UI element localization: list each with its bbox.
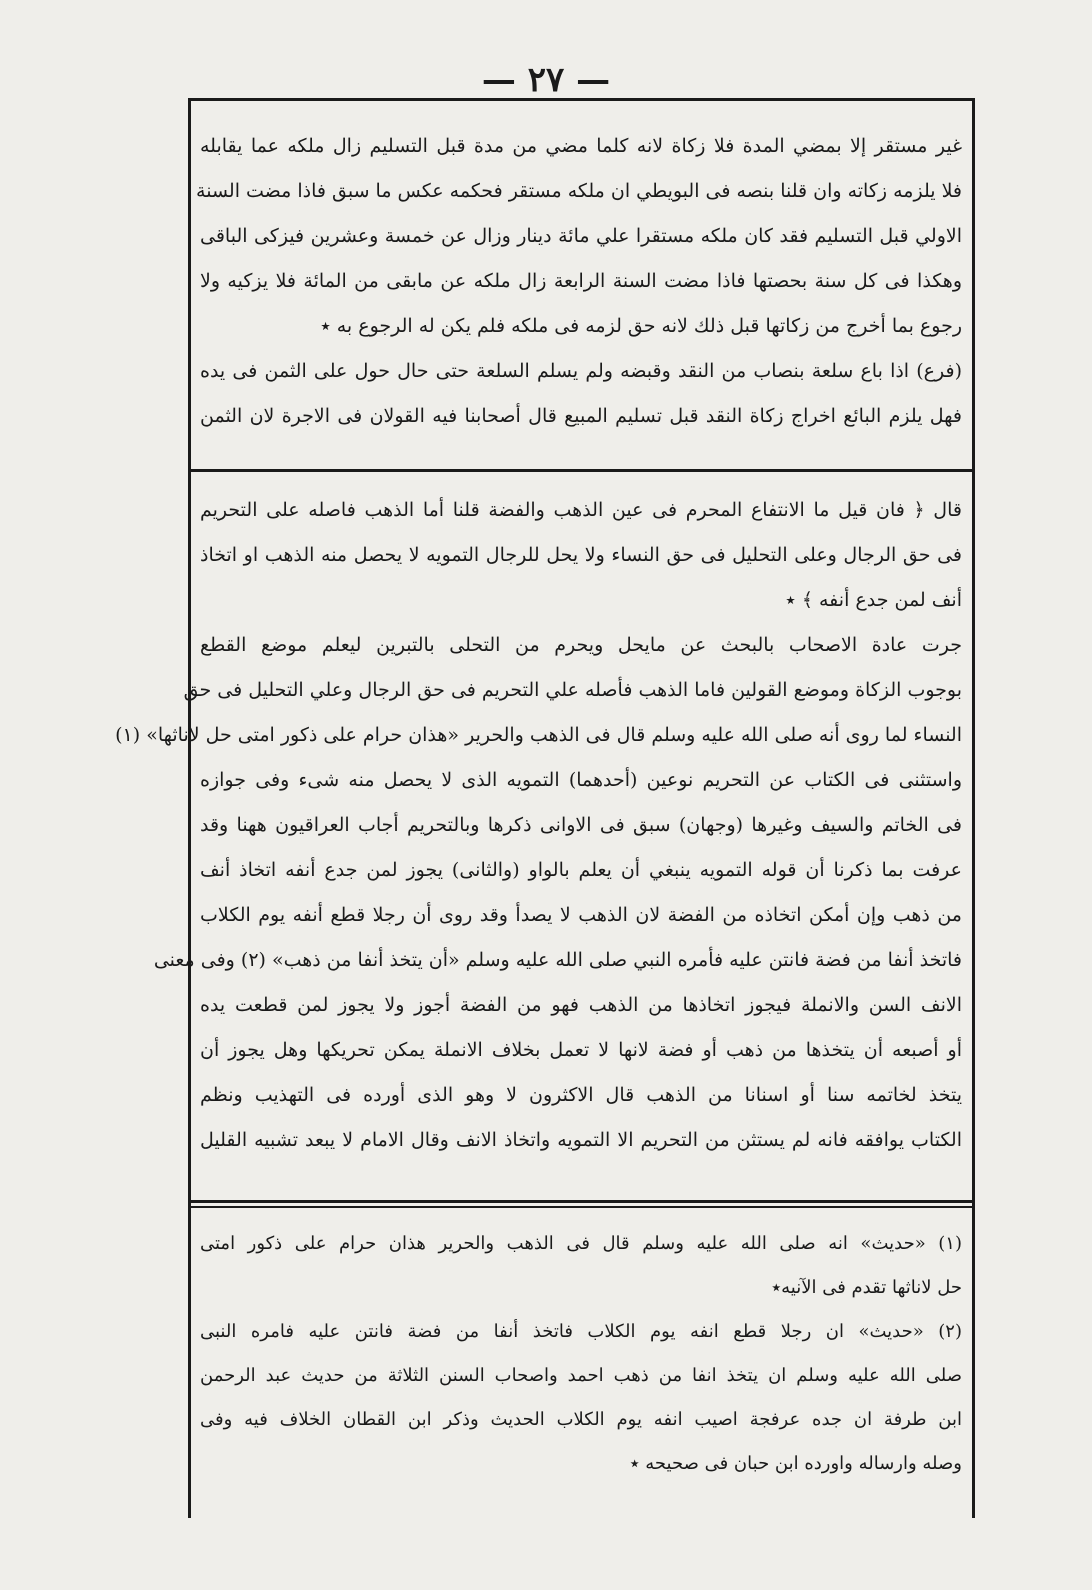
text-line: فى الخاتم والسيف وغيرها (وجهان) سبق فى الاوانى ذكرها وبالتحريم أجاب العراقيون ههنا وقد bbox=[200, 814, 962, 836]
text-line: غير مستقر إلا بمضي المدة فلا زكاة لانه كلما مضي من مدة قبل التسليم زال ملكه عما يقابله bbox=[200, 135, 962, 157]
text-line: عرفت بما ذكرنا أن قوله التمويه ينبغي أن يعلم بالواو (والثانى) يجوز لمن جدع أنفه اتخاذ أنف bbox=[200, 859, 962, 881]
text-line: جرت عادة الاصحاب بالبحث عن مايحل ويحرم من التحلى بالتبرين ليعلم موضع القطع bbox=[200, 634, 962, 656]
section-divider bbox=[188, 469, 975, 472]
text-line: النساء لما روى أنه صلى الله عليه وسلم قال فى الذهب والحرير «هذان حرام على ذكور امتى حل لاناثها» (١) bbox=[115, 724, 962, 746]
footnote-line: (١) «حديث» انه صلى الله عليه وسلم قال فى الذهب والحرير هذان حرام على ذكور امتى bbox=[200, 1233, 962, 1254]
commentary-continuation bbox=[196, 124, 962, 439]
frame-top-rule bbox=[188, 98, 975, 101]
main-text bbox=[115, 488, 962, 1163]
text-line: الاولي قبل التسليم فقد كان ملكه مستقرا علي مائة دينار وزال عن خمسة وعشرين فيزكى الباقى bbox=[200, 225, 962, 247]
text-line: رجوع بما أخرج من زكاتها قبل ذلك لانه حق لزمه فى ملكه فلم يكن له الرجوع به ٭ bbox=[320, 315, 962, 337]
footnote-divider-inner bbox=[188, 1206, 975, 1208]
text-line: بوجوب الزكاة وموضع القولين فاما الذهب فأصله علي التحريم فى حق الرجال وعلي التحليل فى حق bbox=[183, 679, 962, 701]
text-line: قال ﴿ فان قيل ما الانتفاع المحرم فى عين الذهب والفضة قلنا أما الذهب فاصله على التحريم bbox=[200, 499, 962, 521]
text-line: فهل يلزم البائع اخراج زكاة النقد قبل تسليم المبيع قال أصحابنا فيه القولان فى الاجرة لان الثمن bbox=[200, 405, 962, 427]
page-number: — ٢٧ — bbox=[481, 60, 611, 100]
text-line: من ذهب وإن أمكن اتخاذه من الفضة لان الذهب لا يصدأ وقد روى أن رجلا قطع أنفه يوم الكلاب bbox=[200, 904, 962, 926]
footnote-line: وصله وارساله واورده ابن حبان فى صحيحه ٭ bbox=[629, 1453, 962, 1474]
frame-left-rule bbox=[188, 98, 191, 1518]
text-line: فلا يلزمه زكاته وان قلنا بنصه فى البويطي ان ملكه مستقر فحكمه عكس ما سبق فاذا مضت السنة bbox=[196, 180, 962, 202]
text-line: وهكذا فى كل سنة بحصتها فاذا مضت السنة الرابعة زال ملكه عن مابقى من المائة فلا يزكيه ولا bbox=[200, 270, 962, 292]
frame-right-rule bbox=[972, 98, 975, 1518]
footnote-line: ابن طرفة ان جده عرفجة اصيب انفه يوم الكلاب الحديث وذكر ابن القطان الخلاف فيه وفى bbox=[200, 1409, 962, 1430]
text-line: فى حق الرجال وعلى التحليل فى حق النساء ولا يحل للرجال التمويه لا يحصل منه الذهب او اتخاذ bbox=[200, 544, 962, 566]
text-line: الانف السن والانملة فيجوز اتخاذها من الذهب فهو من الفضة أجوز ولا يجوز لمن قطعت يده bbox=[200, 994, 962, 1016]
footnotes bbox=[200, 1222, 962, 1486]
footnote-line: صلى الله عليه وسلم ان يتخذ انفا من ذهب احمد واصحاب السنن الثلاثة من حديث عبد الرحمن bbox=[200, 1365, 962, 1386]
text-line: أو أصبعه أن يتخذها من ذهب أو فضة لانها لا تعمل بخلاف الانملة يمكن تحريكها وهل يجوز أن bbox=[200, 1039, 962, 1061]
text-line: يتخذ لخاتمه سنا أو اسنانا من الذهب قال الاكثرون لا وهو الذى أورده فى التهذيب ونظم bbox=[200, 1084, 962, 1106]
footnote-divider bbox=[188, 1200, 975, 1203]
text-line: أنف لمن جدع أنفه ﴾ ٭ bbox=[785, 589, 962, 611]
text-line: فاتخذ أنفا من فضة فانتن عليه فأمره النبي صلى الله عليه وسلم «أن يتخذ أنفا من ذهب» (٢) وفى معنى bbox=[153, 949, 962, 971]
footnote-line: حل لاناثها تقدم فى الآنيه٭ bbox=[771, 1277, 962, 1298]
footnote-line: (٢) «حديث» ان رجلا قطع انفه يوم الكلاب فاتخذ أنفا من فضة فانتن عليه فامره النبى bbox=[200, 1321, 962, 1342]
text-line: واستثنى فى الكتاب عن التحريم نوعين (أحدهما) التمويه الذى لا يحصل منه شىء وفى جوازه bbox=[200, 769, 962, 791]
text-line: (فرع) اذا باع سلعة بنصاب من النقد وقبضه ولم يسلم السلعة حتى حال حول على الثمن فى يده bbox=[200, 360, 962, 382]
text-line: الكتاب يوافقه فانه لم يستثن من التحريم الا التمويه واتخاذ الانف وقال الامام لا يبعد تشبيه القليل bbox=[200, 1129, 962, 1151]
